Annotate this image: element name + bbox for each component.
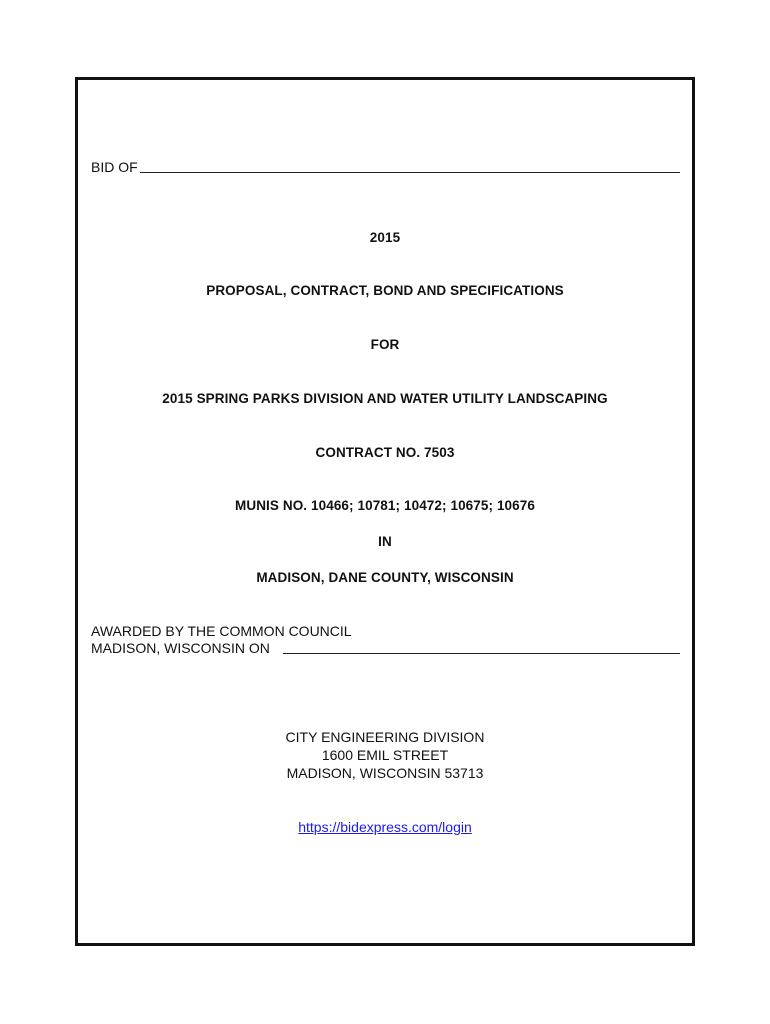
contract-number: CONTRACT NO. 7503: [315, 445, 455, 460]
awarded-line-1: AWARDED BY THE COMMON COUNCIL: [91, 623, 352, 639]
document-year: 2015: [369, 230, 401, 245]
location: MADISON, DANE COUNTY, WISCONSIN: [256, 570, 514, 585]
bid-of-blank-line: [140, 172, 680, 173]
award-date-blank-line: [283, 653, 680, 654]
bidexpress-login-link[interactable]: https://bidexpress.com/login: [298, 819, 472, 835]
bid-of-label: BID OF: [91, 159, 138, 175]
link-container: [0, 819, 770, 835]
project-name: 2015 SPRING PARKS DIVISION AND WATER UTILITY LANDSCAPING: [162, 391, 608, 406]
office-name: CITY ENGINEERING DIVISION: [285, 729, 485, 745]
office-city: MADISON, WISCONSIN 53713: [286, 765, 484, 781]
for-label: FOR: [370, 337, 400, 352]
office-street: 1600 EMIL STREET: [321, 747, 449, 763]
in-label: IN: [378, 534, 392, 549]
munis-numbers: MUNIS NO. 10466; 10781; 10472; 10675; 10676: [235, 498, 535, 513]
awarded-line-2: MADISON, WISCONSIN ON: [91, 640, 270, 656]
document-title: PROPOSAL, CONTRACT, BOND AND SPECIFICATIONS: [206, 283, 564, 298]
